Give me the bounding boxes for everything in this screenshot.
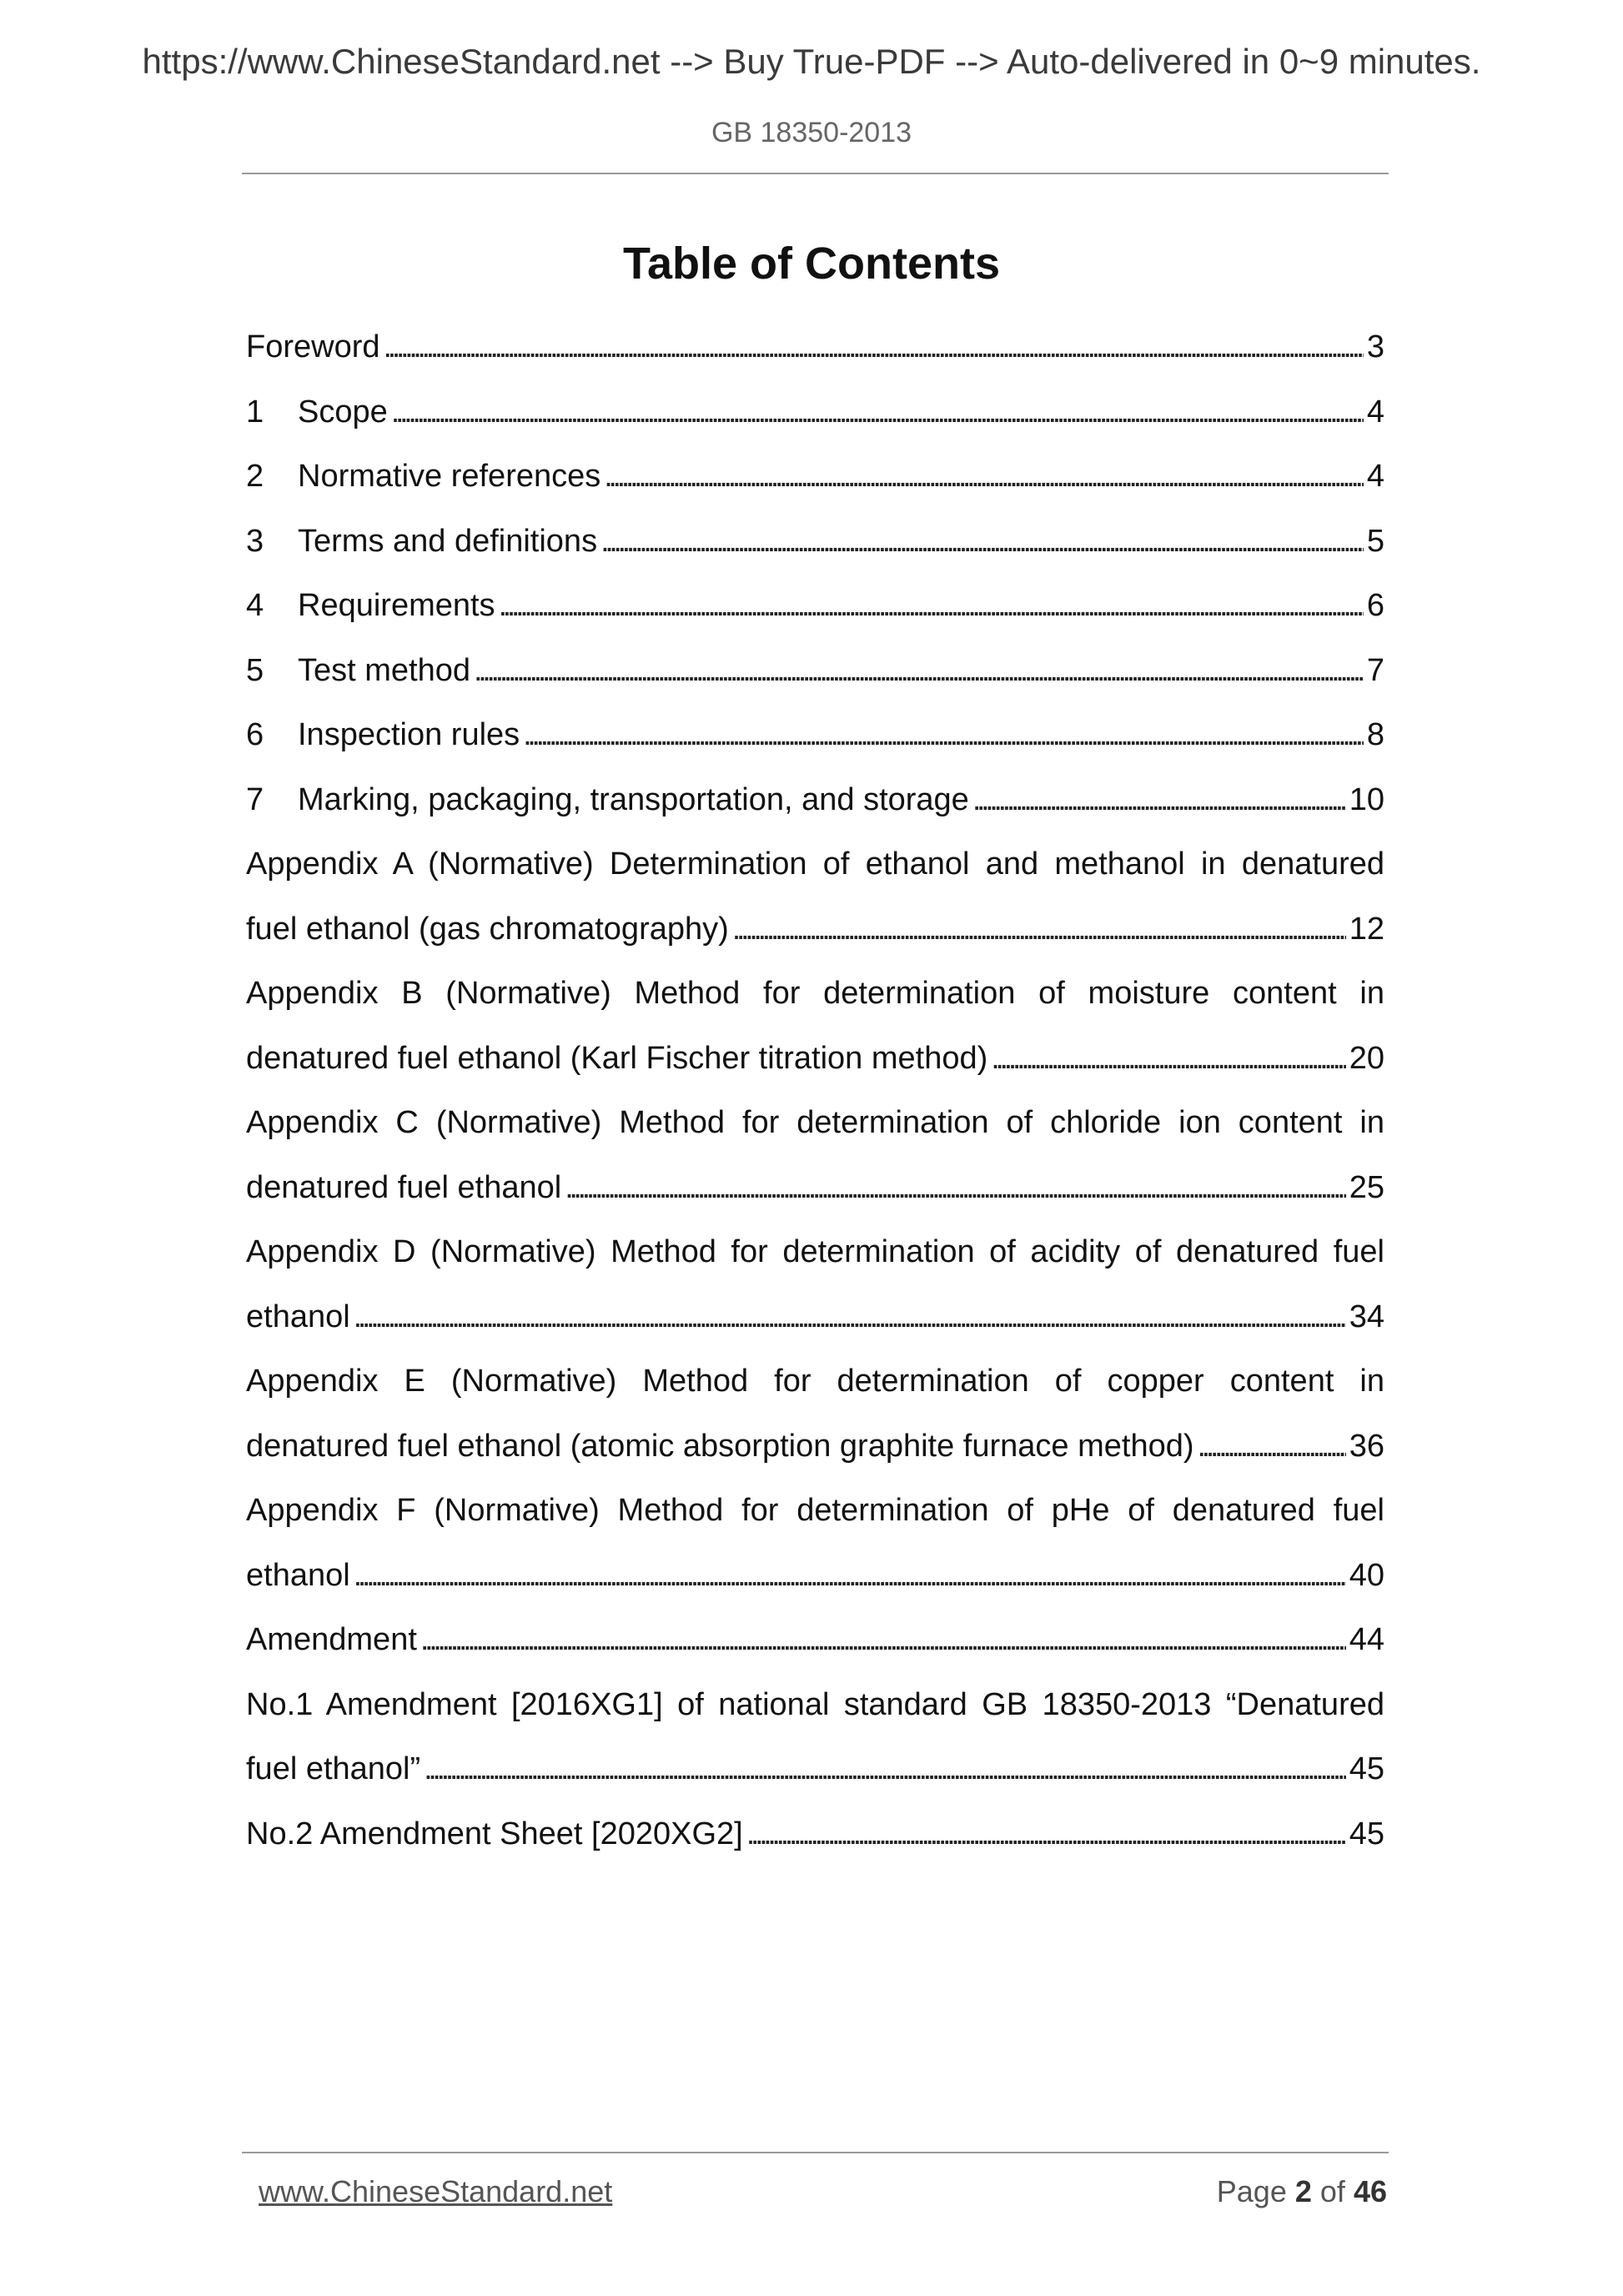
toc-entry-label: Terms and definitions [298,523,598,559]
leader-dots [384,315,1364,380]
toc-entry-requirements[interactable] [246,574,1384,639]
leader-dots [565,1156,1346,1221]
toc-entry-label-line2: ethanol [246,1299,350,1334]
toc-entry-test-method[interactable] [246,639,1384,704]
toc-entry-number: 6 [246,717,264,752]
toc-entry-page: 44 [1349,1622,1384,1657]
toc-entry-label-line1: Appendix F (Normative) Method for determination of pHe of denatured fuel [246,1493,1384,1528]
toc-entry-page: 40 [1349,1557,1384,1593]
toc-entry-number: 7 [246,781,264,817]
toc-entry-foreword[interactable] [246,315,1384,380]
toc-entry-page: 10 [1349,781,1384,817]
page-title: Table of Contents [623,239,1000,289]
toc-entry-number: 4 [246,588,264,623]
leader-dots [972,768,1346,833]
header-divider [242,173,1389,174]
current-page-number: 2 [1294,2174,1312,2208]
toc-entry-scope[interactable] [246,380,1384,445]
toc-entry-label: Marking, packaging, transportation, and storage [298,781,969,817]
toc-entry-appendix-e[interactable] [246,1349,1384,1479]
toc-entry-label-line2: denatured fuel ethanol (atomic absorption graphite furnace method) [246,1428,1194,1464]
toc-entry-label: Normative references [298,459,601,494]
toc-entry-page: 45 [1349,1751,1384,1786]
toc-entry-appendix-a[interactable] [246,832,1384,962]
toc-entry-page: 20 [1349,1040,1384,1076]
leader-dots [1198,1414,1346,1480]
leader-dots [523,703,1364,768]
toc-entry-page: 3 [1366,329,1384,364]
toc-entry-appendix-b[interactable] [246,962,1384,1091]
leader-dots [391,380,1364,445]
toc-entry-number: 1 [246,394,264,430]
toc-entry-page: 4 [1366,394,1384,430]
toc-entry-label-line2: denatured fuel ethanol [246,1169,562,1205]
promo-banner[interactable]: https://www.ChineseStandard.net --> Buy True-PDF --> Auto-delivered in 0~9 minutes. [142,42,1481,81]
toc-entry-page: 25 [1349,1169,1384,1205]
toc-entry-label: Amendment [246,1622,417,1657]
toc-entry-page: 5 [1366,523,1384,559]
of-word: of [1319,2174,1345,2208]
table-of-contents [246,315,1384,1866]
footer-website-link[interactable]: www.ChineseStandard.net [259,2174,613,2208]
toc-entry-label-line1: Appendix B (Normative) Method for determination of moisture content in [246,976,1384,1011]
document-id: GB 18350-2013 [711,117,912,148]
toc-entry-number: 3 [246,523,264,559]
toc-entry-label: Test method [298,652,470,688]
page-counter [1217,2174,1387,2209]
toc-entry-label-line2: denatured fuel ethanol (Karl Fischer titration method) [246,1040,988,1076]
toc-entry-label-line2: fuel ethanol (gas chromatography) [246,911,729,947]
toc-entry-number: 5 [246,652,264,688]
toc-entry-label-line2: fuel ethanol” [246,1751,421,1786]
toc-entry-appendix-f[interactable] [246,1479,1384,1608]
toc-entry-marking-packaging[interactable] [246,768,1384,833]
toc-entry-label-line1: No.1 Amendment [2016XG1] of national standard GB 18350-2013 “Denatured [246,1686,1384,1722]
leader-dots [991,1027,1345,1092]
toc-entry-label: Scope [298,394,388,430]
page-word: Page [1216,2174,1287,2208]
toc-entry-amendment-no2[interactable] [246,1802,1384,1867]
total-page-count: 46 [1353,2174,1387,2208]
footer-divider [242,2152,1389,2153]
toc-entry-appendix-c[interactable] [246,1091,1384,1220]
toc-entry-amendment[interactable] [246,1608,1384,1673]
toc-entry-terms-and-definitions[interactable] [246,510,1384,575]
leader-dots [732,897,1346,962]
toc-entry-label: Foreword [246,329,380,364]
toc-entry-label: Inspection rules [298,717,520,752]
toc-entry-number: 2 [246,459,264,494]
leader-dots [354,1285,1346,1350]
toc-entry-page: 7 [1366,652,1384,688]
toc-entry-page: 45 [1349,1816,1384,1851]
toc-entry-label: No.2 Amendment Sheet [2020XG2] [246,1816,743,1851]
toc-entry-appendix-d[interactable] [246,1220,1384,1349]
toc-entry-label: Requirements [298,588,495,623]
toc-entry-amendment-no1[interactable] [246,1673,1384,1802]
leader-dots [474,639,1364,704]
leader-dots [746,1802,1346,1867]
toc-entry-page: 4 [1366,459,1384,494]
toc-entry-page: 8 [1366,717,1384,752]
toc-entry-label-line1: Appendix E (Normative) Method for determination of copper content in [246,1364,1384,1399]
toc-entry-page: 6 [1366,588,1384,623]
leader-dots [604,445,1364,510]
toc-entry-label-line1: Appendix D (Normative) Method for determination of acidity of denatured fuel [246,1234,1384,1269]
toc-entry-page: 12 [1349,911,1384,947]
leader-dots [420,1608,1346,1673]
leader-dots [600,510,1364,575]
leader-dots [424,1737,1346,1802]
toc-entry-page: 34 [1349,1299,1384,1334]
toc-entry-normative-references[interactable] [246,445,1384,510]
toc-entry-label-line1: Appendix A (Normative) Determination of ethanol and methanol in denatured [246,847,1384,882]
toc-entry-label-line2: ethanol [246,1557,350,1593]
leader-dots [499,574,1364,639]
leader-dots [354,1544,1346,1609]
toc-entry-page: 36 [1349,1428,1384,1464]
toc-entry-label-line1: Appendix C (Normative) Method for determination of chloride ion content in [246,1105,1384,1140]
toc-entry-inspection-rules[interactable] [246,703,1384,768]
